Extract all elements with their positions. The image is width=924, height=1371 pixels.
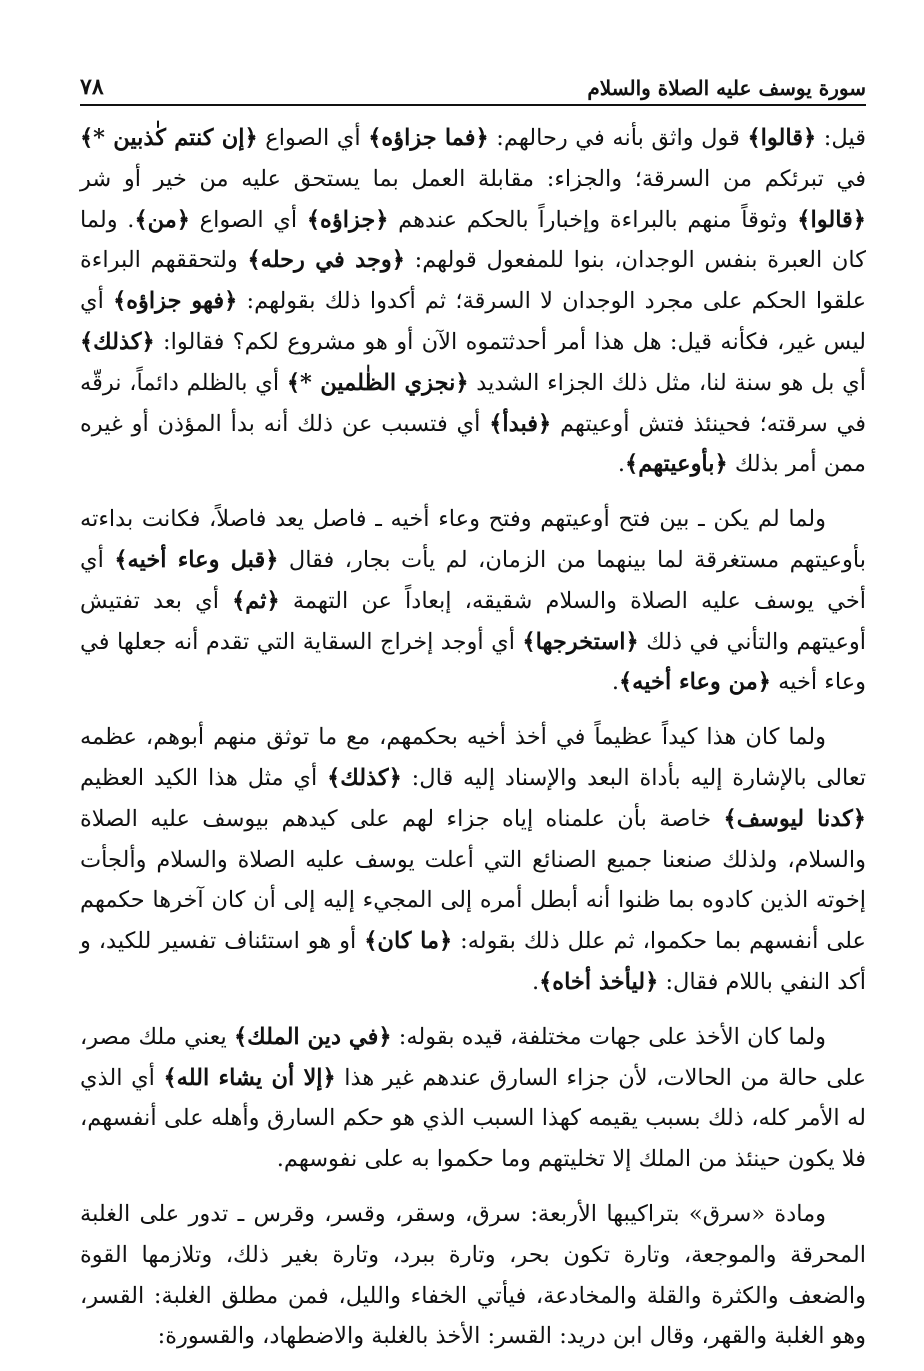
quran-quote: ﴿فما جزاؤه﴾ [368, 125, 489, 151]
text-run: قول واثق بأنه في رحالهم: [488, 125, 748, 151]
page-number: ٧٨ [80, 74, 104, 100]
text-run: أي الصواع [257, 125, 369, 151]
text-run: أي ليس غير، فكأنه قيل: هل هذا أمر أحدثتموه الآن أو هو مشروع لكم؟ فقالوا: [80, 288, 866, 355]
quran-quote: ﴿نجزي الظٰلمين *﴾ [286, 369, 469, 396]
text-run: أي بل هو سنة لنا، مثل ذلك الجزاء الشديد [468, 369, 866, 396]
text-run: أي مثل هذا الكيد العظيم [80, 764, 328, 791]
text-run: وثوقاً منهم بالبراءة وإخباراً بالحكم عندهم [388, 206, 798, 233]
text-run: في تبرئكم من السرقة؛ والجزاء: مقابلة العمل بما يستحق عليه من خير أو شر [80, 165, 866, 192]
text-run: أي بالظلم دائماً، نرقّه في سرقته؛ فحينئذ فتش أوعيتهم [80, 369, 867, 437]
text-run: أو هو استئناف تفسير للكيد، و أكد النفي باللام فقال: [80, 928, 866, 995]
text-run: قيل: [816, 125, 866, 151]
text-run: أي بعد تفتيش أوعيتهم والتأني في ذلك [80, 587, 866, 655]
text-run: أي أخي يوسف عليه الصلاة والسلام شقيقه، إبعاداً عن التهمة [80, 546, 867, 614]
text-run: أي الصواع [189, 206, 307, 233]
text-run: . [531, 968, 540, 995]
quran-quote: ﴿بأوعيتهم﴾ [625, 451, 728, 478]
text-run: ولما كان هذا كيداً عظيماً في أخذ أخيه بحكمهم، مع ما توثق منهم أبوهم، عظمه تعالى بالإشارة إليه بأداة البعد والإسناد إليه قال: [80, 724, 866, 791]
quran-quote: ﴿استخرجها﴾ [522, 628, 639, 655]
text-run: ولما لم يكن ـ بين فتح أوعيتهم وفتح وعاء أخيه ـ فاصل يعد فاصلاً، فكانت بداءته بأوعيتهم مستغرقة لما بينهما من الزمان، لم يأت بجار، فقال [80, 506, 867, 573]
quran-quote: ﴿ما كان﴾ [364, 928, 453, 955]
page-header [80, 70, 866, 106]
quran-quote: ﴿في دين الملك﴾ [233, 1023, 392, 1050]
quran-quote: ﴿كذلك﴾ [327, 764, 402, 791]
quran-quote: ﴿قالوا﴾ [747, 125, 817, 151]
text-run: . [617, 451, 626, 478]
quran-quote: ﴿فهو جزاؤه﴾ [113, 288, 238, 315]
quran-quote: ﴿وجد في رحله﴾ [247, 247, 405, 274]
text-run: ومادة «سرق» بتراكيبها الأربعة: سرق، وسقر، وقسر، وقرس ـ تدور على الغلبة المحرقة والموجعة، وتارة تكون بحر، وتارة ببرد، وتارة بغير ذلك، وتلازمها القوة والضعف والكثرة والقلة والمخادعة، فيأتي الخفاء والليل، فمن مطلق الغلبة: القسر، وهو الغلبة والقهر، وقال ابن دريد: القسر: الأخذ بالغلبة والاضطهاد، والقسورة: [80, 1200, 866, 1350]
paragraph [80, 118, 866, 485]
quran-quote: ﴿من﴾ [134, 206, 190, 233]
quran-quote: ﴿قبل وعاء أخيه﴾ [114, 546, 279, 573]
page-body [80, 118, 866, 1371]
text-run: أي فتسبب عن ذلك أنه بدأ المؤذن أو غيره ممن أمر بذلك [80, 410, 866, 478]
text-run: ولتحققهم البراءة علقوا الحكم على مجرد الوجدان لا السرقة؛ ثم أكدوا ذلك بقولهم: [80, 247, 866, 315]
paragraph [80, 499, 866, 703]
quran-quote: ﴿ليأخذ أخاه﴾ [539, 968, 659, 995]
text-run: . ولما كان العبرة بنفس الوجدان، بنوا للمفعول قولهم: [80, 206, 866, 274]
quran-quote: ﴿كدنا ليوسف﴾ [723, 805, 866, 832]
quran-quote: ﴿جزاؤه﴾ [306, 206, 389, 233]
quran-quote: ﴿فبدأ﴾ [489, 410, 552, 437]
paragraph [80, 1017, 866, 1180]
paragraph [80, 717, 866, 1003]
text-run: أي الذي له الأمر كله، ذلك بسبب يقيمه كهذا السبب الذي هو حكم السارق وأهله على أنفسهم، فلا يكون حينئذ من الملك إلا تخليتهم وما حكموا به على نفوسهم. [80, 1064, 866, 1173]
surah-title: سورة يوسف عليه الصلاة والسلام [587, 76, 866, 100]
text-run: . [611, 669, 619, 696]
quran-quote: ﴿ثم﴾ [232, 587, 280, 614]
text-run: يعني ملك مصر، على حالة من الحالات، لأن جزاء السارق عندهم غير هذا [80, 1023, 866, 1091]
text-run: أي أوجد إخراج السقاية التي تقدم أنه جعلها في وعاء أخيه [80, 628, 866, 696]
quran-quote: ﴿إن كنتم كٰذبين *﴾ [80, 125, 258, 151]
quran-quote: ﴿قالوا﴾ [797, 206, 866, 233]
text-run: ولما كان الأخذ على جهات مختلفة، قيده بقوله: [391, 1023, 826, 1050]
quran-quote: ﴿من وعاء أخيه﴾ [619, 669, 771, 696]
quran-quote: ﴿إلا أن يشاء الله﴾ [163, 1064, 336, 1091]
quran-quote: ﴿كذلك﴾ [80, 328, 155, 355]
text-run: خاصة بأن علمناه إياه جزاء لهم على كيدهم بيوسف عليه الصلاة والسلام، ولذلك صنعنا جميع الصنائع التي أعلت يوسف عليه الصلاة والسلام وألجأت إخوته الذين كادوه بما ظنوا أنه أبطل أمره إلى المجيء إليه إلى أن كان آخرها حكمهم على أنفسهم بما حكموا، ثم علل ذلك بقوله: [80, 805, 866, 955]
paragraph [80, 1194, 866, 1357]
